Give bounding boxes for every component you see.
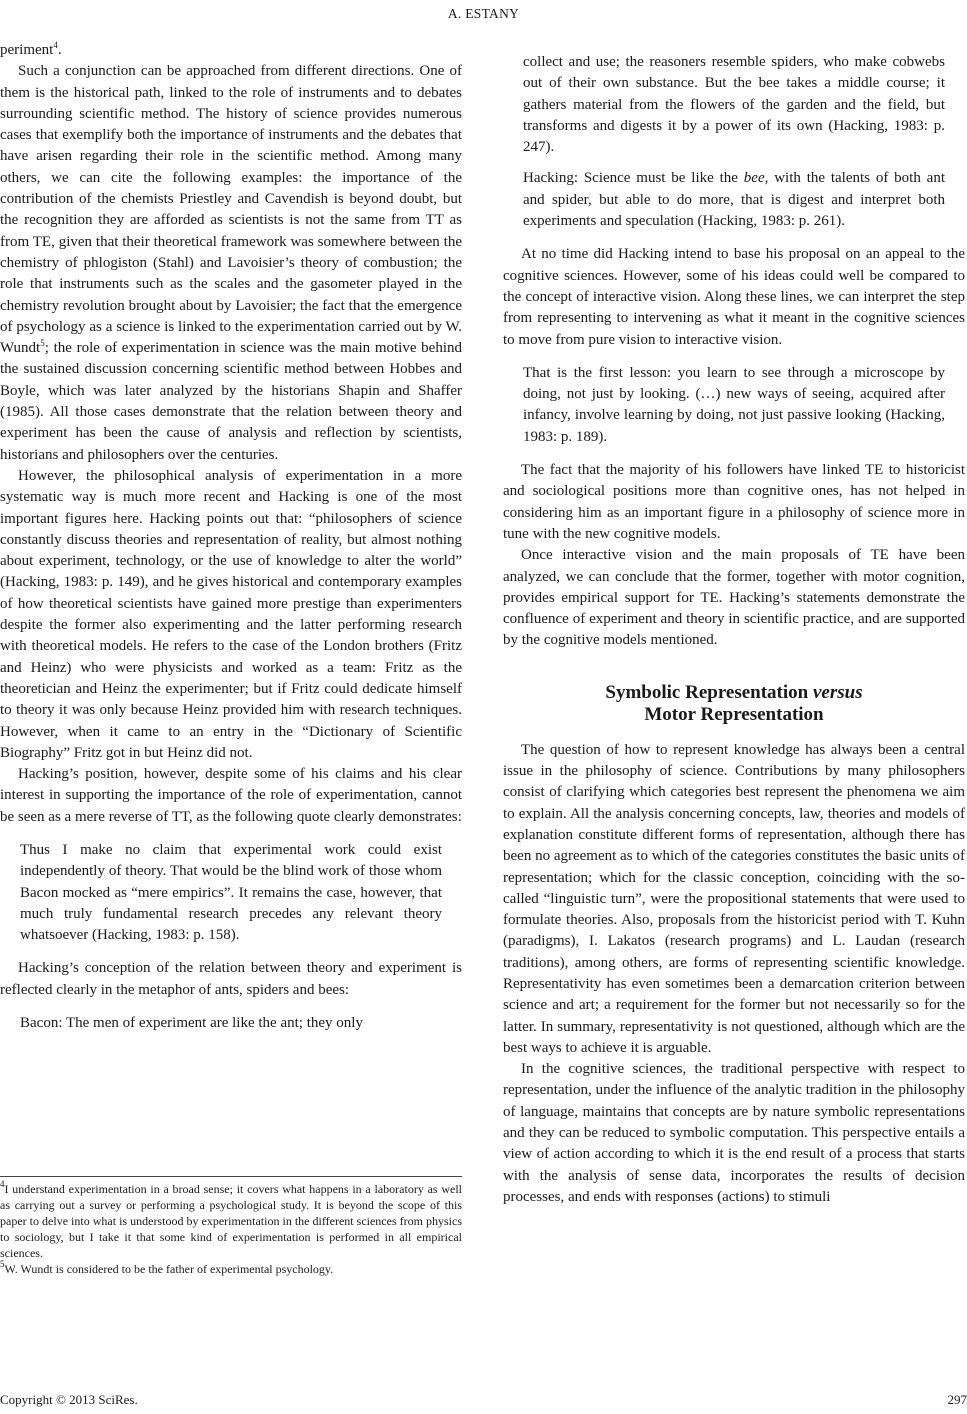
paragraph: However, the philosophical analysis of experimentation in a more systematic way is much more recent and Hacking is one of the most important figures here. Hacking points out that: “philosophers of science constantly discuss theories and representation of reality, but almost nothing about experiment, technology, or the use of knowledge to alter the world” (Hacking, 1983: p. 149), and he gives historical and contemporary examples of how theoretical scientists have gained more prestige than experimenters despite the former also experimenting and the latter performing research with theoretical models. He refers to the case of the London brothers (Fritz and Heinz) who were physicists and worked as a team: Fritz as the theoretician and Heinz the experimenter; but if Fritz could dedicate himself to theory it was only because Heinz provided him with research techniques. However, when it came to an entry in the “Dictionary of Scientific Biography” Fritz got in but Heinz did not. (0, 467, 462, 761)
footnote-number: 5 (0, 1259, 5, 1269)
heading-emphasis: versus (812, 681, 863, 703)
quote-text: Hacking: Science must be like the (523, 170, 744, 187)
footnote-text: W. Wundt is considered to be the father of experimental psychology. (4, 1262, 334, 1276)
block-quote: Bacon: The men of experiment are like the ant; they only (20, 1015, 363, 1032)
paragraph: Once interactive vision and the main proposals of TE have been analyzed, we can conclude that the former, together with motor cognition, provides empirical support for TE. Hacking’s statements demonstrate the confluence of experiment and theory in scientific practice, and are supported by the cognitive models mentioned. (503, 547, 965, 649)
quote-text: , with the talents of both ant and spider, but able to do more, that is digest and interpret both experiments and speculation (Hacking, 1983: p. 261). (523, 170, 945, 230)
footnote-ref-5[interactable]: 5 (40, 338, 45, 349)
copyright-notice: Copyright © 2013 SciRes. (0, 1392, 138, 1407)
right-column (503, 52, 965, 1208)
section-heading-line-1 (503, 682, 965, 704)
running-head: A. ESTANY (447, 6, 520, 21)
paragraph-text: Such a conjunction can be approached from different directions. One of them is the historical path, linked to the role of instruments and to debates surrounding scientific method. The history of science provides numerous cases that exemplify both the importance of instruments and the debates that have arisen regarding their role in the scientific method. Among many others, we can cite the following examples: the importance of the contribution of the chemists Priestley and Cavendish is beyond doubt, but the recognition they are afforded as scientists is not the same from TT as from TE, given that their theoretical framework was somewhere between the chemistry of phlogiston (Stahl) and Lavoisier’s theory of combustion; the role that instruments such as the scales and the gasometer played in the chemistry revolution brought about by Lavoisier; the fact that the emergence of psychology as a science is linked to the experimentation carried out by W. Wundt (0, 63, 462, 357)
paragraph: Hacking’s position, however, despite some of his claims and his clear interest in supporting the importance of the role of experimentation, cannot be seen as a mere reverse of TT, as the following quote clearly demonstrates: (0, 766, 462, 825)
paragraph: Hacking’s conception of the relation between theory and experiment is reflected clearly in the metaphor of ants, spiders and bees: (0, 960, 462, 998)
section-heading-line-2: Motor Representation (644, 703, 824, 725)
paragraph: The fact that the majority of his followers have linked TE to historicist and sociological positions more than cognitive ones, has not helped in considering him as an important figure in a philosophy of science more in tune with the new cognitive models. (503, 462, 965, 542)
block-quote: That is the first lesson: you learn to see through a microscope by doing, not just by looking. (…) new ways of seeing, acquired after infancy, involve learning by doing, not just passive looking (Hacking, 1983: p. 189). (523, 364, 945, 445)
paragraph-text: periment (0, 42, 54, 58)
footnote-4 (0, 1181, 462, 1261)
paragraph (0, 61, 462, 466)
heading-text: Symbolic Representation (605, 681, 813, 703)
block-quote: Thus I make no claim that experimental work could exist independently of theory. That would be the blind work of those whom Bacon mocked as “mere empirics”. It remains the case, however, that much truly fundamental research precedes any relevant theory whatsoever (Hacking, 1983: p. 158). (20, 841, 442, 944)
page-number: 297 (947, 1392, 967, 1407)
footnotes (0, 1176, 462, 1277)
footnote-number: 4 (0, 1179, 5, 1189)
footnote-text: I understand experimentation in a broad sense; it covers what happens in a laboratory as well as carrying out a survey or performing a psychological study. It is beyond the scope of this paper to delve into what is understood by experimentation in the different sciences from physics to sociology, but I take it that some kind of experimentation is performed in all empirical sciences. (0, 1182, 462, 1260)
paragraph-continuation (0, 40, 462, 61)
footnote-ref-4[interactable]: 4 (53, 40, 58, 50)
block-quote (523, 168, 945, 232)
section-heading (503, 682, 965, 726)
paragraph: At no time did Hacking intend to base his proposal on an appeal to the cognitive sciences. However, some of his ideas could well be compared to the concept of interactive vision. Along these lines, we can interpret the step from representing to intervening as what it meant in the cognitive sciences to move from pure vision to interactive vision. (503, 246, 965, 348)
emphasis: bee (743, 170, 765, 187)
left-column (0, 40, 462, 1034)
paragraph-text: ; the role of experimentation in science was the main motive behind the sustained discussion concerning scientific method between Hobbes and Boyle, which was later analyzed by the historians Shapin and Shaffer (1985). All those cases demonstrate that the relation between theory and experiment has been the cause of analysis and reflection by scientists, historians and philosophers over the centuries. (0, 340, 462, 463)
block-quote: collect and use; the reasoners resemble spiders, who make cobwebs out of their own substance. But the bee takes a middle course; it gathers material from the flowers of the garden and the field, but transforms and digests it by a power of its own (Hacking, 1983: p. 247). (523, 54, 945, 156)
paragraph-text: . (57, 42, 62, 58)
paragraph: In the cognitive sciences, the traditional perspective with respect to representation, under the influence of the analytic tradition in the philosophy of language, maintains that concepts are by nature symbolic representations and they can be reduced to symbolic computation. This perspective entails a view of action according to which it is the end result of a process that starts with the analysis of sense data, incorporates the results of decision processes, and ends with responses (actions) to stimuli (503, 1061, 965, 1205)
paragraph: The question of how to represent knowledge has always been a central issue in the philosophy of science. Contributions by many philosophers consist of clarifying which categories best represent the phenomena we aim to explain. All the analysis concerning concepts, law, theories and models of explanation constitute different forms of representation, although there has been no agreement as to which of the categories constitutes the basic units of representation; which for the classic conception, coinciding with the so-called “linguistic turn”, were the propositional statements that were used to formulate theories. Also, proposals from the historicist period with T. Kuhn (paradigms), I. Lakatos (research programs) and L. Laudan (research traditions), among others, are forms of representing scientific knowledge. Representativity has even sometimes been a demarcation criterion between science and art; a requirement for the former but not necessarily so for the latter. In summary, representativity is not questioned, although which are the best ways to achieve it is arguable. (503, 741, 965, 1056)
footnote-5 (0, 1261, 462, 1277)
